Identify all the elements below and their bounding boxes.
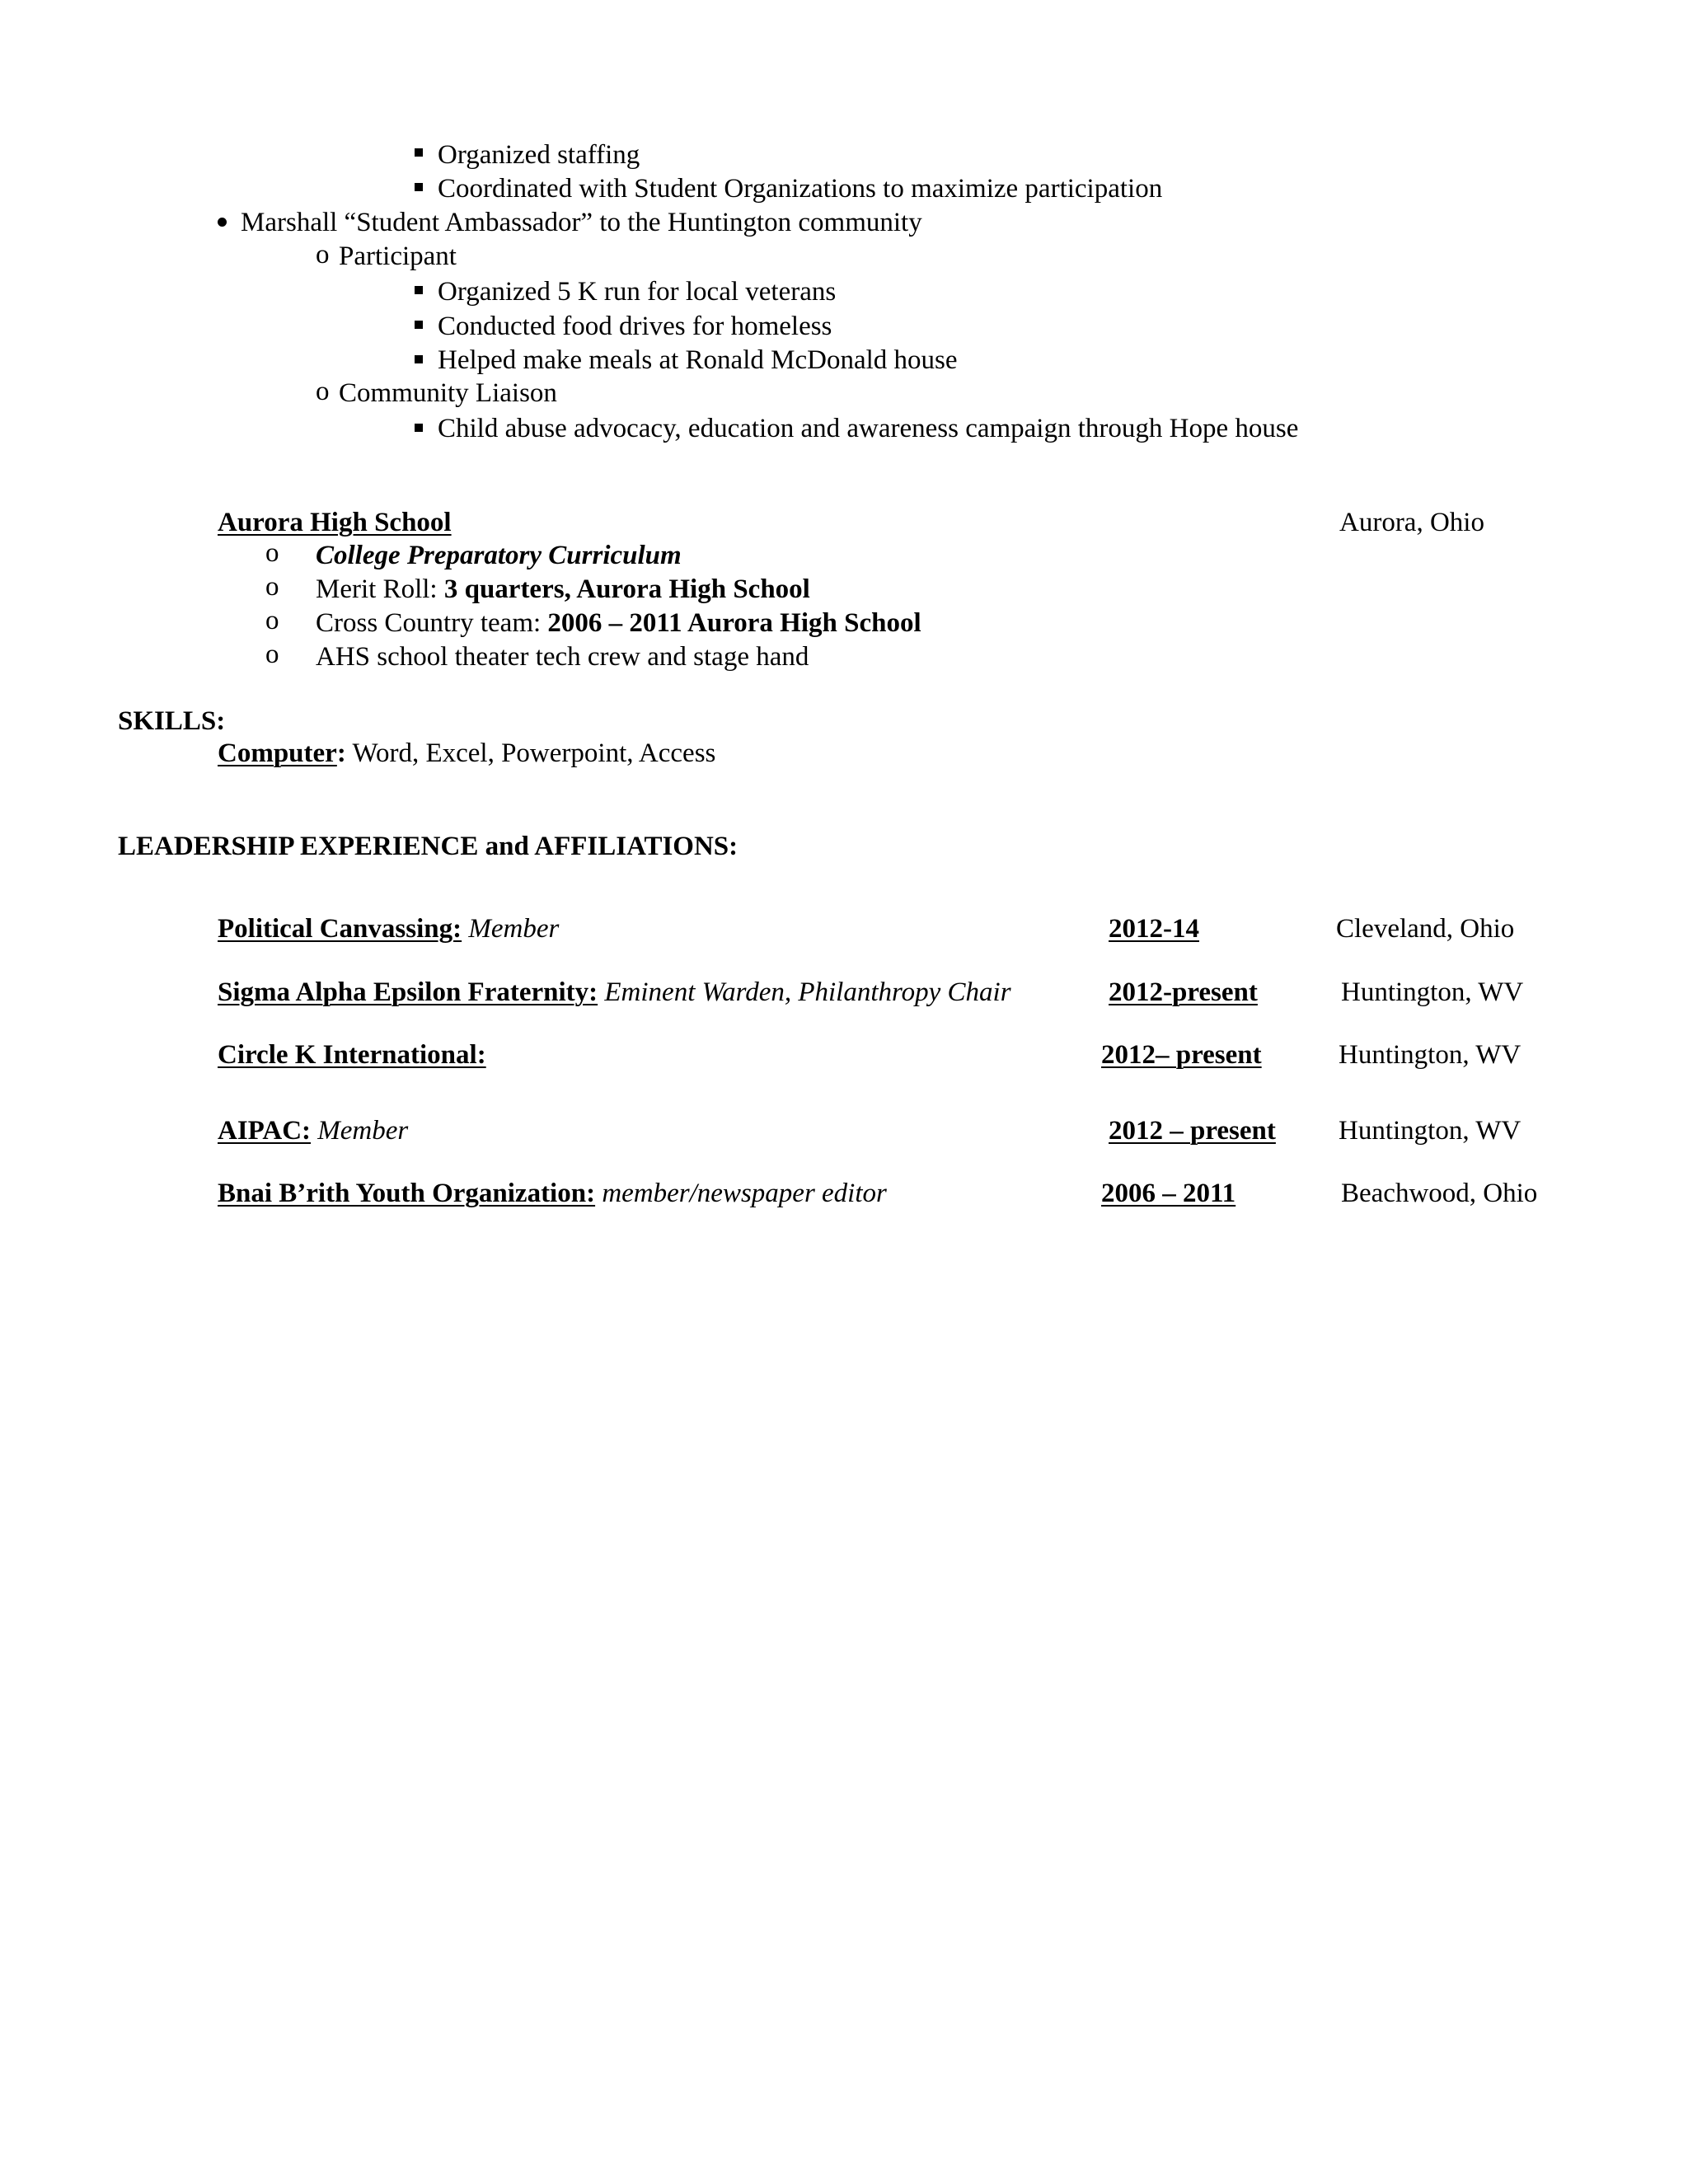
list-item: Coordinated with Student Organizations to maximize participation (438, 174, 1163, 204)
leadership-entry (218, 916, 559, 943)
xc-value: 2006 – 2011 Aurora High School (547, 608, 921, 638)
org-location: Huntington, WV (1339, 1116, 1522, 1146)
school-name: Aurora High School (218, 508, 452, 537)
org-dates: 2012-14 (1109, 914, 1199, 944)
org-role: member/newspaper editor (595, 1179, 887, 1208)
org-name: Bnai B’rith Youth Organization: (218, 1179, 596, 1208)
org-name: AIPAC: (218, 1116, 312, 1146)
org-dates: 2006 – 2011 (1101, 1179, 1236, 1208)
circle-bullet-icon: o (316, 240, 330, 269)
circle-bullet-icon: o (265, 538, 279, 568)
square-bullet-icon (415, 183, 423, 191)
org-location: Huntington, WV (1339, 1040, 1522, 1070)
xc-label: Cross Country team: (316, 608, 548, 638)
org-name: Circle K International: (218, 1040, 486, 1070)
org-dates: 2012 – present (1109, 1116, 1276, 1146)
org-location: Huntington, WV (1341, 977, 1524, 1007)
org-role: Member (311, 1116, 409, 1146)
org-name: Sigma Alpha Epsilon Fraternity: (218, 977, 598, 1007)
org-location: Cleveland, Ohio (1336, 914, 1515, 944)
list-item: Organized 5 K run for local veterans (438, 277, 837, 307)
list-item (316, 610, 921, 637)
list-item: Conducted food drives for homeless (438, 312, 832, 341)
square-bullet-icon (415, 321, 423, 329)
square-bullet-icon (415, 355, 423, 363)
circle-bullet-icon: o (316, 377, 330, 406)
section-heading-leadership: LEADERSHIP EXPERIENCE and AFFILIATIONS: (118, 832, 738, 861)
round-bullet-icon (218, 218, 227, 227)
org-location: Beachwood, Ohio (1341, 1179, 1538, 1208)
leadership-entry (218, 1180, 887, 1207)
list-item: Child abuse advocacy, education and awareness campaign through Hope house (438, 414, 1299, 443)
section-heading-skills: SKILLS: (118, 706, 226, 736)
square-bullet-icon (415, 286, 423, 294)
org-name: Political Canvassing: (218, 914, 462, 944)
leadership-entry (218, 1118, 408, 1145)
org-dates: 2012– present (1101, 1040, 1262, 1070)
org-role: Eminent Warden, Philanthropy Chair (598, 977, 1011, 1007)
school-location: Aurora, Ohio (1339, 508, 1484, 537)
org-dates: 2012-present (1109, 977, 1258, 1007)
list-item: Participant (339, 241, 457, 271)
circle-bullet-icon: o (265, 640, 279, 669)
leadership-entry (218, 1042, 486, 1069)
merit-value: 3 quarters, Aurora High School (443, 574, 810, 604)
list-item: Helped make meals at Ronald McDonald house (438, 345, 958, 375)
list-item: AHS school theater tech crew and stage hand (316, 642, 809, 672)
list-item: Organized staffing (438, 140, 640, 170)
list-item: College Preparatory Curriculum (316, 541, 682, 570)
org-role: Member (462, 914, 560, 944)
merit-label: Merit Roll: (316, 574, 444, 604)
list-item: Community Liaison (339, 378, 557, 408)
circle-bullet-icon: o (265, 572, 279, 602)
computer-label: Computer (218, 738, 337, 768)
square-bullet-icon (415, 424, 423, 432)
list-item: Marshall “Student Ambassador” to the Huntington community (241, 208, 922, 237)
circle-bullet-icon: o (265, 606, 279, 635)
leadership-entry (218, 979, 1011, 1006)
computer-value: Word, Excel, Powerpoint, Access (345, 738, 716, 768)
square-bullet-icon (415, 148, 423, 157)
computer-skills (218, 740, 715, 767)
list-item (316, 576, 810, 603)
computer-colon: : (336, 738, 346, 768)
